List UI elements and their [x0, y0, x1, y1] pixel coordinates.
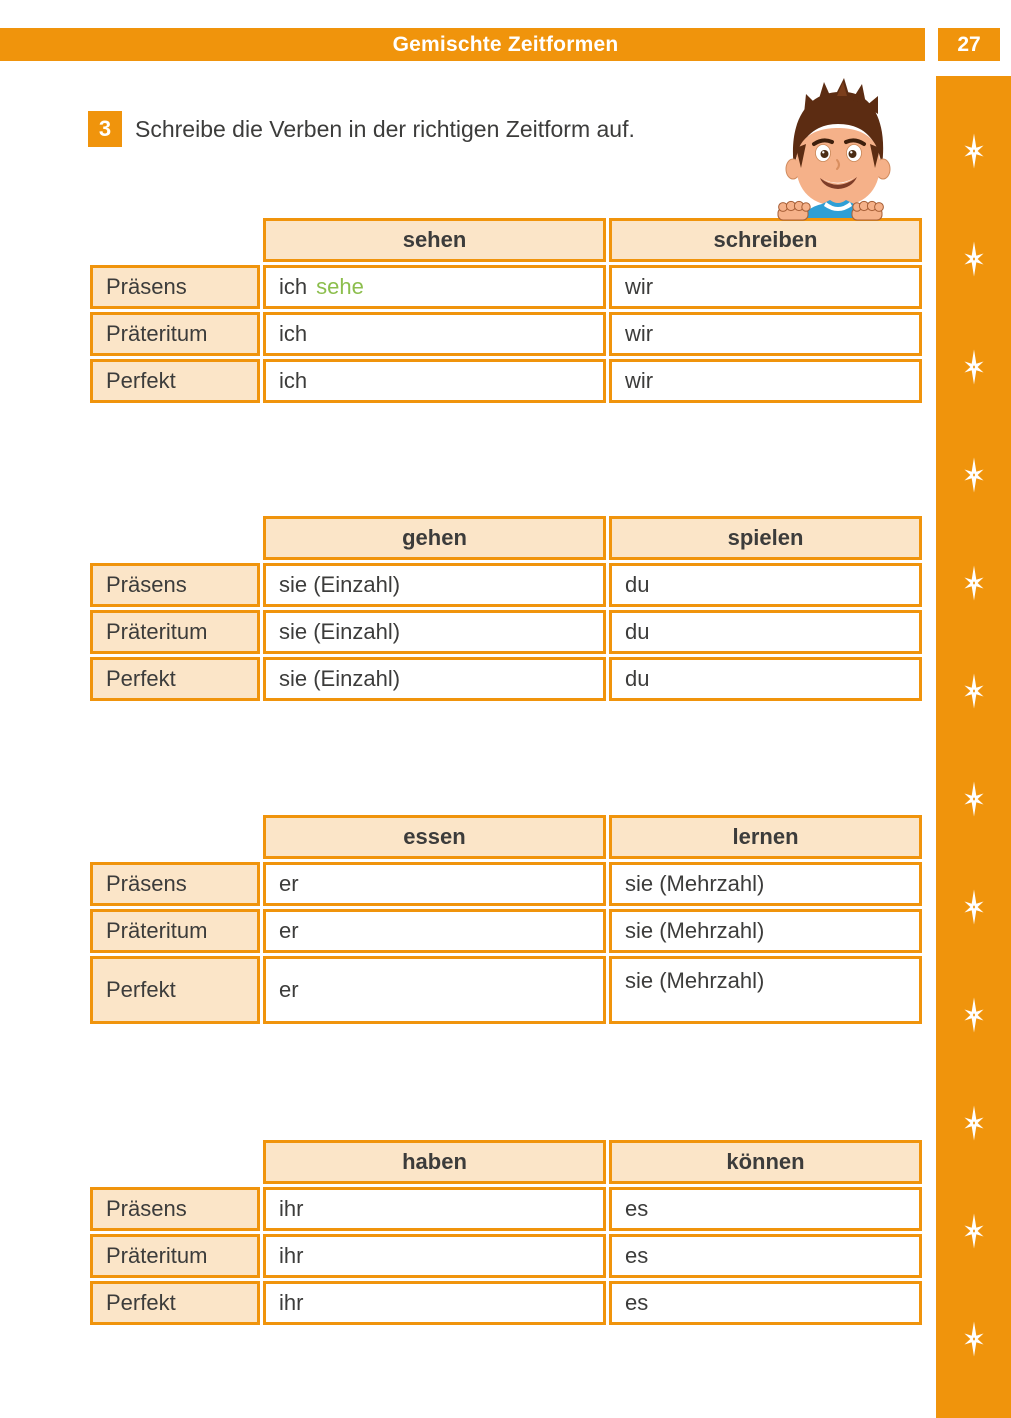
- answer-cell: [609, 909, 922, 953]
- star-icon: [963, 997, 985, 1033]
- star-icon: [963, 1213, 985, 1249]
- answer-cell: [263, 563, 606, 607]
- verb-table-sehen-schreiben: [90, 218, 922, 403]
- exercise-number-badge: 3: [88, 111, 122, 147]
- column-header: lernen: [609, 815, 922, 859]
- pronoun-text: sie (Mehrzahl): [625, 968, 765, 993]
- table-corner-spacer: [90, 1140, 260, 1184]
- row-label: Perfekt: [90, 1281, 260, 1325]
- answer-cell: [263, 610, 606, 654]
- pronoun-text: sie (Einzahl): [279, 666, 401, 691]
- page-title: Gemischte Zeitformen: [392, 32, 619, 56]
- pronoun-text: du: [625, 572, 650, 597]
- column-header: spielen: [609, 516, 922, 560]
- verb-table-haben-koennen: [90, 1140, 922, 1325]
- column-header: können: [609, 1140, 922, 1184]
- pronoun-text: wir: [625, 274, 654, 299]
- column-header: schreiben: [609, 218, 922, 262]
- pronoun-text: ihr: [279, 1290, 304, 1315]
- pronoun-text: sie (Mehrzahl): [625, 918, 765, 943]
- row-label: Perfekt: [90, 657, 260, 701]
- pronoun-text: wir: [625, 321, 654, 346]
- row-label: Präteritum: [90, 610, 260, 654]
- pronoun-text: sie (Einzahl): [279, 619, 401, 644]
- star-icon: [963, 1105, 985, 1141]
- answer-cell: [609, 563, 922, 607]
- answer-cell: [609, 1187, 922, 1231]
- pronoun-text: er: [279, 871, 299, 896]
- verb-table-gehen-spielen: [90, 516, 922, 701]
- answer-cell: [609, 657, 922, 701]
- column-header: gehen: [263, 516, 606, 560]
- pronoun-text: du: [625, 619, 650, 644]
- answer-cell: [263, 359, 606, 403]
- answer-cell: [263, 956, 606, 1024]
- star-icon: [963, 889, 985, 925]
- answer-cell: [263, 265, 606, 309]
- star-icon: [963, 781, 985, 817]
- answer-cell: [263, 657, 606, 701]
- answer-text: sehe: [316, 274, 364, 299]
- row-label: Präteritum: [90, 1234, 260, 1278]
- pronoun-text: er: [279, 918, 299, 943]
- answer-cell: [263, 1234, 606, 1278]
- pronoun-text: er: [279, 977, 299, 1002]
- pronoun-text: es: [625, 1243, 649, 1268]
- row-label: Präsens: [90, 862, 260, 906]
- answer-cell: [263, 862, 606, 906]
- answer-cell: [263, 312, 606, 356]
- pronoun-text: sie (Einzahl): [279, 572, 401, 597]
- star-icon: [963, 457, 985, 493]
- right-sidebar: [936, 76, 1011, 1418]
- row-label: Perfekt: [90, 359, 260, 403]
- pronoun-text: ich: [279, 321, 308, 346]
- answer-cell: [263, 1187, 606, 1231]
- verb-table-essen-lernen: [90, 815, 922, 1024]
- table-corner-spacer: [90, 516, 260, 560]
- pronoun-text: es: [625, 1196, 649, 1221]
- column-header: sehen: [263, 218, 606, 262]
- answer-cell: [263, 909, 606, 953]
- pronoun-text: ihr: [279, 1243, 304, 1268]
- star-icon: [963, 241, 985, 277]
- page-number: 27: [938, 28, 1000, 61]
- row-label: Präsens: [90, 1187, 260, 1231]
- column-header: haben: [263, 1140, 606, 1184]
- table-corner-spacer: [90, 815, 260, 859]
- answer-cell: [609, 862, 922, 906]
- pronoun-text: wir: [625, 368, 654, 393]
- answer-cell: [609, 1234, 922, 1278]
- pronoun-text: sie (Mehrzahl): [625, 871, 765, 896]
- answer-cell: [609, 956, 922, 1024]
- answer-cell: [609, 1281, 922, 1325]
- star-icon: [963, 349, 985, 385]
- answer-cell: [609, 359, 922, 403]
- column-header: essen: [263, 815, 606, 859]
- row-label: Präsens: [90, 265, 260, 309]
- pronoun-text: es: [625, 1290, 649, 1315]
- answer-cell: [263, 1281, 606, 1325]
- row-label: Präteritum: [90, 312, 260, 356]
- pronoun-text: du: [625, 666, 650, 691]
- table-corner-spacer: [90, 218, 260, 262]
- pronoun-text: ich: [279, 368, 308, 393]
- star-icon: [963, 1321, 985, 1357]
- answer-cell: [609, 312, 922, 356]
- row-label: Perfekt: [90, 956, 260, 1024]
- row-label: Präteritum: [90, 909, 260, 953]
- star-icon: [963, 133, 985, 169]
- exercise-heading: [88, 111, 635, 147]
- pronoun-text: ihr: [279, 1196, 304, 1221]
- star-icon: [963, 565, 985, 601]
- exercise-instruction: Schreibe die Verben in der richtigen Zeitform auf.: [135, 115, 635, 142]
- star-icon: [963, 673, 985, 709]
- boy-hands: [766, 196, 910, 226]
- answer-cell: [609, 610, 922, 654]
- row-label: Präsens: [90, 563, 260, 607]
- answer-cell: [609, 265, 922, 309]
- pronoun-text: ich: [279, 274, 308, 299]
